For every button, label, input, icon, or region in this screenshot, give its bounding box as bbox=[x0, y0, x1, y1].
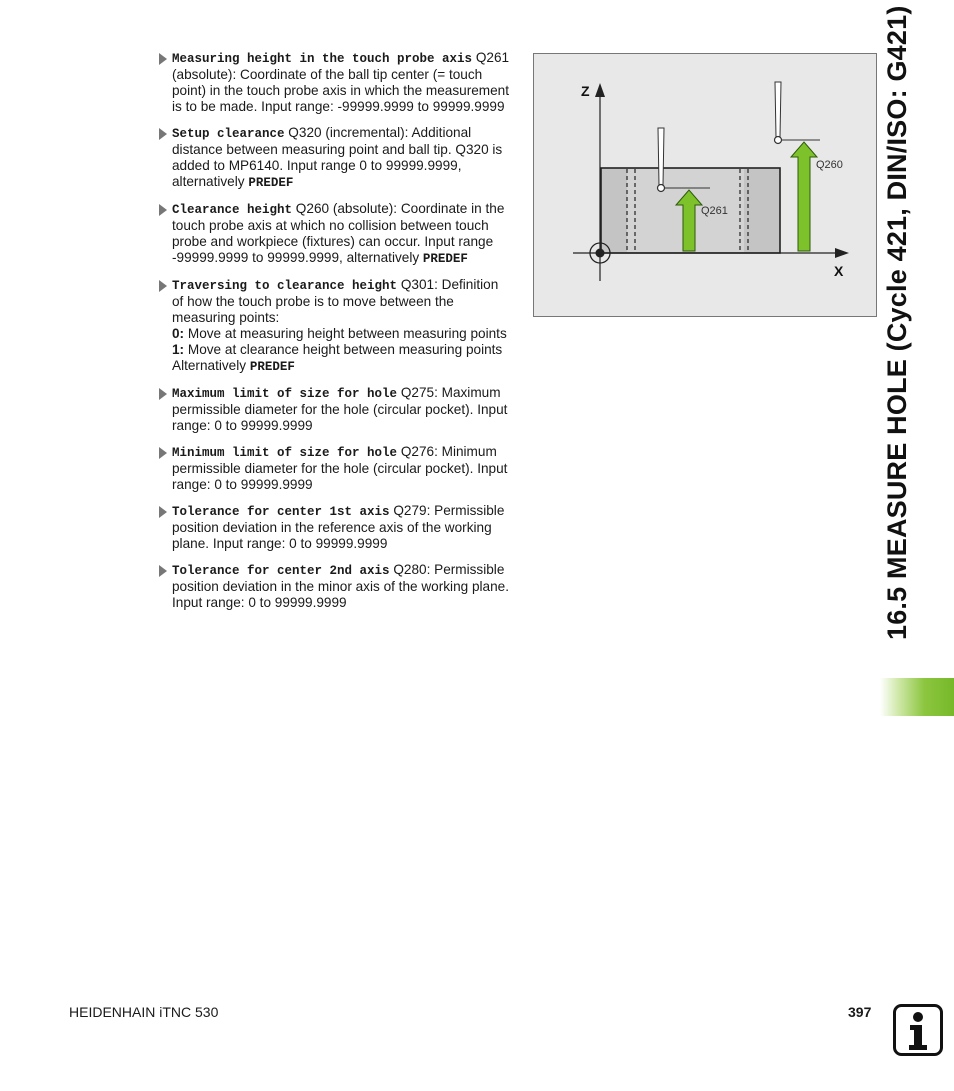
param-text: Q260 (absolute): Coordinate in the touch probe axis at which no collision between touch probe and workpiece (fixtures) can occur. Input range -99999.9999 to 99999.9999, alternatively bbox=[172, 201, 505, 265]
param-q260 bbox=[159, 201, 511, 267]
bullet-arrow-icon bbox=[159, 280, 167, 292]
probe-ball-upper bbox=[775, 137, 782, 144]
param-text: Q280: Permissible position deviation in the minor axis of the working plane. Input range: 0 to 99999.9999 bbox=[172, 562, 510, 610]
option-1 bbox=[172, 342, 511, 358]
param-q276 bbox=[159, 444, 511, 493]
predef-keyword: PREDEF bbox=[248, 176, 294, 190]
param-text: Q261 (absolute): Coordinate of the ball tip center (= touch point) in the touch probe axis in which the measurement is to be made. Input range: -99999.9999 to 99999.9999 bbox=[172, 50, 510, 114]
q261-label: Q261 bbox=[701, 205, 728, 217]
param-keyword: Setup clearance bbox=[172, 127, 285, 141]
probe-stylus-lower bbox=[658, 128, 664, 185]
alternatively-line bbox=[172, 358, 511, 375]
predef-keyword: PREDEF bbox=[249, 360, 295, 374]
param-keyword: Maximum limit of size for hole bbox=[172, 387, 398, 401]
bullet-arrow-icon bbox=[159, 565, 167, 577]
param-q320 bbox=[159, 125, 511, 191]
param-text: Q276: Minimum permissible diameter for the hole (circular pocket). Input range: 0 to 99999.9999 bbox=[172, 444, 508, 492]
param-keyword: Traversing to clearance height bbox=[172, 279, 398, 293]
measuring-height-figure bbox=[533, 53, 877, 317]
q260-label: Q260 bbox=[816, 159, 843, 171]
param-keyword: Tolerance for center 1st axis bbox=[172, 505, 390, 519]
option-key: 0: bbox=[172, 326, 185, 341]
info-icon bbox=[893, 1004, 943, 1056]
param-text: Q301: Definition of how the touch probe is to move between the measuring points: bbox=[172, 277, 499, 325]
footer-manual-name: HEIDENHAIN iTNC 530 bbox=[69, 1004, 219, 1020]
bullet-arrow-icon bbox=[159, 128, 167, 140]
param-text: Q320 (incremental): Additional distance between measuring point and ball tip. Q320 is added to MP6140. Input range 0 to 99999.9999, alternatively bbox=[172, 125, 503, 189]
z-axis-label: Z bbox=[581, 83, 590, 99]
bullet-arrow-icon bbox=[159, 204, 167, 216]
datum-inner-dot bbox=[596, 249, 605, 258]
param-text: Q275: Maximum permissible diameter for the hole (circular pocket). Input range: 0 to 99999.9999 bbox=[172, 385, 508, 433]
bullet-arrow-icon bbox=[159, 447, 167, 459]
param-q301 bbox=[159, 277, 511, 375]
chapter-section-title: 16.5 MEASURE HOLE (Cycle 421, DIN/ISO: G421) bbox=[882, 5, 912, 640]
bullet-arrow-icon bbox=[159, 506, 167, 518]
param-q275 bbox=[159, 385, 511, 434]
param-q261 bbox=[159, 50, 511, 115]
option-0 bbox=[172, 326, 511, 342]
probe-ball-lower bbox=[658, 185, 665, 192]
param-keyword: Clearance height bbox=[172, 203, 293, 217]
option-key: 1: bbox=[172, 342, 185, 357]
bullet-arrow-icon bbox=[159, 388, 167, 400]
predef-keyword: PREDEF bbox=[422, 252, 468, 266]
bullet-arrow-icon bbox=[159, 53, 167, 65]
param-keyword: Minimum limit of size for hole bbox=[172, 446, 398, 460]
x-axis-label: X bbox=[834, 263, 844, 279]
param-keyword: Measuring height in the touch probe axis bbox=[172, 52, 473, 66]
param-q280 bbox=[159, 562, 511, 611]
page-number: 397 bbox=[848, 1004, 872, 1020]
param-keyword: Tolerance for center 2nd axis bbox=[172, 564, 390, 578]
alt-text: Alternatively bbox=[172, 358, 250, 373]
param-text: Q279: Permissible position deviation in the reference axis of the working plane. Input range: 0 to 99999.9999 bbox=[172, 503, 505, 551]
parameter-list bbox=[159, 50, 511, 621]
info-icon-dot bbox=[913, 1012, 923, 1022]
param-q279 bbox=[159, 503, 511, 552]
probe-stylus-upper bbox=[775, 82, 781, 137]
option-text: Move at measuring height between measuring points bbox=[184, 326, 507, 341]
option-text: Move at clearance height between measuring points bbox=[184, 342, 503, 357]
chapter-tab-marker bbox=[880, 678, 954, 716]
